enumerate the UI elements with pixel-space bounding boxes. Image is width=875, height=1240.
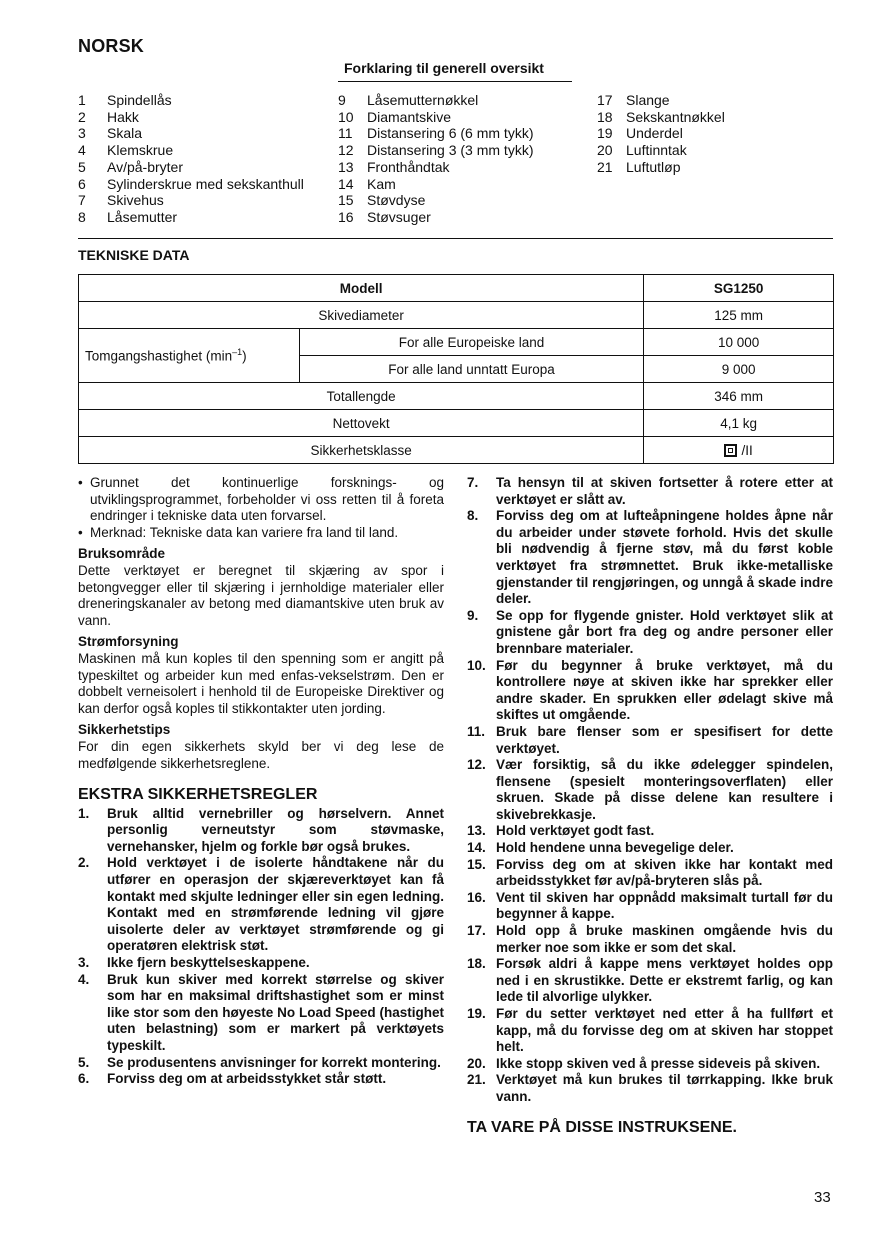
rule-item: 21. Verktøyet må kun brukes til tørrkapping. Ikke bruk vann. bbox=[467, 1072, 833, 1104]
rule-item: 17. Hold opp å bruke maskinen omgående hvis du merker noe som ikke er som det skal. bbox=[467, 923, 833, 955]
legend-item: 16 Støvsuger bbox=[338, 208, 431, 225]
legend-item: 21 Luftutløp bbox=[597, 158, 681, 175]
section-divider bbox=[78, 238, 833, 239]
safety-tips-heading: Sikkerhetstips bbox=[78, 722, 171, 738]
table-row bbox=[79, 302, 834, 329]
legend-item: 17 Slange bbox=[597, 92, 670, 108]
rule-item: 15. Forviss deg om at skiven ikke har kontakt med arbeidsstykket før av/på-bryteren slås på. bbox=[467, 856, 833, 889]
closing-heading: TA VARE PÅ DISSE INSTRUKSENE. bbox=[467, 1118, 737, 1136]
legend-item: 11 Distansering 6 (6 mm tykk) bbox=[338, 125, 534, 142]
legend-item: 7 Skivehus bbox=[78, 192, 164, 209]
legend-item: 1 Spindellås bbox=[78, 92, 172, 108]
rule-item: 3. Ikke fjern beskyttelseskappene. bbox=[78, 955, 310, 971]
legend-item: 4 Klemskrue bbox=[78, 142, 174, 159]
usage-heading: Bruksområde bbox=[78, 546, 166, 562]
spec-sublabel: For alle land unntatt Europa bbox=[299, 356, 643, 383]
rule-item: 6. Forviss deg om at arbeidsstykket står støtt. bbox=[78, 1071, 387, 1087]
legend-item: 18 Sekskantnøkkel bbox=[597, 108, 725, 125]
note-item: • Grunnet det kontinuerlige forsknings- og utviklingsprogrammet, forbeholder vi oss retten til å foreta endringer i tekniske data uten forvarsel. bbox=[78, 475, 444, 524]
table-row bbox=[79, 383, 834, 410]
legend-column-1 bbox=[78, 92, 304, 226]
right-column bbox=[467, 475, 833, 1136]
legend-item: 14 Kam bbox=[338, 175, 396, 192]
power-text: Maskinen må kun koples til den spenning som er angitt på typeskiltet og arbeider kun med enfas-vekselstrøm. Den er dobbelt verneisolert i henhold til de Europeiske Direktiver og kan derfor også koples til stikkontakter uten jording. bbox=[78, 650, 444, 716]
table-row bbox=[79, 275, 834, 302]
spec-label: Modell bbox=[79, 275, 644, 302]
legend-item: 19 Underdel bbox=[597, 125, 683, 142]
left-column bbox=[78, 475, 444, 1088]
spec-value: /II bbox=[644, 437, 834, 464]
usage-text: Dette verktøyet er beregnet til skjæring av spor i betongvegger eller til skjæring i jernholdige materialer eller dreneringskanaler av betong med diamantskive uten bruk av vann. bbox=[78, 562, 444, 628]
safety-tips-text: For din egen sikkerhets skyld ber vi deg lese de medfølgende sikkerhetsreglene. bbox=[78, 738, 444, 771]
rule-item: 14. Hold hendene unna bevegelige deler. bbox=[467, 840, 734, 856]
rule-item: 9. Se opp for flygende gnister. Hold verktøyet slik at gnistene går bort fra deg og andre personer eller brennbare materialer. bbox=[467, 607, 833, 656]
legend-item: 5 Av/på-bryter bbox=[78, 158, 183, 175]
spec-value: 4,1 kg bbox=[644, 410, 834, 437]
legend-item: 13 Fronthåndtak bbox=[338, 158, 450, 175]
note-item: • Merknad: Tekniske data kan variere fra land til land. bbox=[78, 524, 399, 540]
page-number: 33 bbox=[814, 1189, 831, 1206]
double-insulation-icon bbox=[724, 444, 737, 457]
spec-value: SG1250 bbox=[644, 275, 834, 302]
rule-item: 5. Se produsentens anvisninger for korrekt montering. bbox=[78, 1054, 441, 1070]
spec-label: Skivediameter bbox=[79, 302, 644, 329]
rule-item: 10. Før du begynner å bruke verktøyet, må du kontrollere nøye at skiven ikke har sprekker eller andre skader. En sprukken eller ødelagt skive må skiftes ut omgående. bbox=[467, 657, 833, 723]
legend-item: 8 Låsemutter bbox=[78, 208, 178, 225]
rule-item: 16. Vent til skiven har oppnådd maksimalt turtall før du begynner å kappe. bbox=[467, 889, 833, 922]
spec-value: 346 mm bbox=[644, 383, 834, 410]
extra-rules-heading: EKSTRA SIKKERHETSREGLER bbox=[78, 786, 318, 804]
legend-item: 3 Skala bbox=[78, 125, 143, 142]
rules-list bbox=[78, 806, 444, 1088]
spec-label: Sikkerhetsklasse bbox=[79, 437, 644, 464]
legend-item: 2 Hakk bbox=[78, 108, 139, 125]
specs-heading: TEKNISKE DATA bbox=[78, 247, 190, 263]
specs-table bbox=[78, 274, 834, 464]
legend-item: 9 Låsemutternøkkel bbox=[338, 92, 479, 108]
legend-column-2 bbox=[338, 92, 533, 226]
spec-label: Tomgangshastighet $(\min^{-1})$ bbox=[79, 329, 300, 383]
rule-item: 18. Forsøk aldri å kappe mens verktøyet holdes opp ned i en skrustikke. Dette er ekstremt farlig, og kan lede til alvorlige ulykker. bbox=[467, 956, 833, 1005]
spec-label: Totallengde bbox=[79, 383, 644, 410]
table-row bbox=[79, 410, 834, 437]
rule-item: 12. Vær forsiktig, så du ikke ødelegger spindelen, flensene (spesielt monteringsoverflaten) eller skruen. Skade på disse delene kan resultere i skivebrekkasje. bbox=[467, 757, 833, 822]
legend-item: 20 Luftinntak bbox=[597, 142, 687, 159]
legend-item: 15 Støvdyse bbox=[338, 192, 426, 209]
table-row bbox=[79, 437, 834, 464]
legend-item: 10 Diamantskive bbox=[338, 108, 452, 125]
spec-value: 9 000 bbox=[644, 356, 834, 383]
power-heading: Strømforsyning bbox=[78, 634, 179, 650]
legend-item: 12 Distansering 3 (3 mm tykk) bbox=[338, 142, 534, 159]
legend-title: Forklaring til generell oversikt bbox=[344, 60, 544, 76]
legend-item: 6 Sylinderskrue med sekskanthull bbox=[78, 175, 304, 192]
spec-value: 10 000 bbox=[644, 329, 834, 356]
rule-item: 4. Bruk kun skiver med korrekt størrelse og skiver som har en maksimal driftshastighet som er minst like stor som den høyeste No Load Speed (hastighet uten belastning) som er markert på verktøyets typeskilt. bbox=[78, 971, 444, 1053]
spec-label: Nettovekt bbox=[79, 410, 644, 437]
rule-item: 8. Forviss deg om at lufteåpningene holdes åpne når du arbeider under støvete forhold. Hvis det skulle bli nødvendig å fjerne støv, må du først koble verktøyet fra strømnettet. Bruk ikke-metalliske gjenstander til rengjøringen, og unngå å skade indre deler. bbox=[467, 508, 833, 607]
spec-sublabel: For alle Europeiske land bbox=[299, 329, 643, 356]
legend-divider bbox=[338, 81, 572, 82]
rule-item: 11. Bruk bare flenser som er spesifisert for dette verktøyet. bbox=[467, 723, 833, 756]
legend-column-3 bbox=[597, 92, 725, 176]
rule-item: 7. Ta hensyn til at skiven fortsetter å rotere etter at verktøyet er slått av. bbox=[467, 475, 833, 507]
table-row bbox=[79, 329, 834, 356]
rule-item: 13. Hold verktøyet godt fast. bbox=[467, 823, 655, 839]
rule-item: 19. Før du setter verktøyet ned etter å ha fullført et kapp, må du forvisse deg om at skiven har stoppet helt. bbox=[467, 1006, 833, 1055]
spec-value: 125 mm bbox=[644, 302, 834, 329]
rule-item: 1. Bruk alltid vernebriller og hørselvern. Annet personlig verneutstyr som støvmaske, vernehansker, hjelm og forkle bør også brukes. bbox=[78, 805, 444, 854]
language-heading: NORSK bbox=[78, 36, 145, 56]
rule-item: 20. Ikke stopp skiven ved å presse sideveis på skiven. bbox=[467, 1055, 821, 1071]
rule-item: 2. Hold verktøyet i de isolerte håndtakene når du utfører en operasjon der skjæreverktøyet kan få kontakt med skjulte ledninger eller sin egen ledning. Kontakt med en strømførende ledning vil gjøre uisolerte deler av verktøyet strømførende og gi operatøren elektrisk støt. bbox=[78, 855, 444, 954]
